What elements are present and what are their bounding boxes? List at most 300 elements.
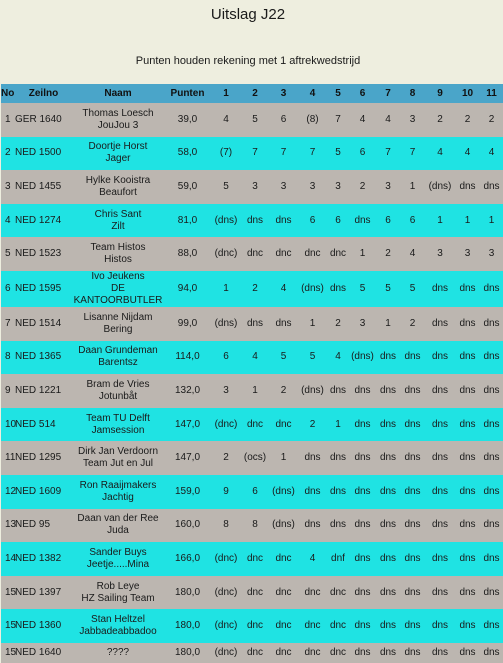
col-header-race-10: 10 xyxy=(461,87,474,99)
cell-sail-number: NED 1295 xyxy=(15,452,62,464)
cell-race-5: 4 xyxy=(335,351,341,363)
cell-name xyxy=(72,441,164,475)
cell-points: 147,0 xyxy=(174,452,201,464)
cell-name xyxy=(72,204,164,238)
cell-race-11: 3 xyxy=(488,248,495,260)
cell-race-9: (dns) xyxy=(428,180,452,192)
cell-race-10: 4 xyxy=(464,147,471,159)
helmsman-name: Sander Buys xyxy=(89,546,147,558)
helmsman-name: Team TU Delft xyxy=(86,412,150,424)
cell-race-1: 3 xyxy=(223,384,229,396)
cell-race-5: dnc xyxy=(329,646,347,658)
cell-race-7: dns xyxy=(379,519,397,531)
cell-race-3: (dns) xyxy=(272,485,295,497)
cell-race-7: 7 xyxy=(385,147,391,159)
results-table xyxy=(1,84,503,663)
cell-race-10: dns xyxy=(459,620,476,632)
cell-race-3: dnc xyxy=(275,248,292,260)
cell-points: 166,0 xyxy=(174,552,201,564)
cell-race-6: dns xyxy=(354,586,371,598)
cell-race-6: 1 xyxy=(359,248,366,260)
cell-sail-number: NED 1640 xyxy=(15,646,62,658)
cell-race-2: dnc xyxy=(246,586,264,598)
cell-race-4: dns xyxy=(304,485,321,497)
cell-no: 4 xyxy=(5,214,11,226)
cell-race-8: 5 xyxy=(409,282,416,294)
cell-points: 59,0 xyxy=(177,180,198,192)
table-row xyxy=(1,542,503,576)
cell-sail-number: NED 1595 xyxy=(15,282,62,294)
cell-race-4: dns xyxy=(304,519,321,531)
cell-race-8: dns xyxy=(404,485,421,497)
cell-no: 7 xyxy=(5,317,11,329)
cell-sail-number: NED 1609 xyxy=(15,485,62,497)
cell-race-5: dns xyxy=(329,485,347,497)
boat-name: Jachtig xyxy=(102,491,134,503)
cell-race-4: dns xyxy=(304,452,321,464)
cell-race-8: dns xyxy=(404,519,421,531)
cell-race-10: dns xyxy=(459,519,476,531)
cell-race-5: 2 xyxy=(335,317,341,329)
cell-race-10: dns xyxy=(459,552,476,564)
cell-race-10: dns xyxy=(459,452,476,464)
cell-race-2: dns xyxy=(246,317,264,329)
cell-race-9: dns xyxy=(431,351,449,363)
cell-race-7: dns xyxy=(379,586,397,598)
cell-name xyxy=(72,103,164,137)
cell-race-6: dns xyxy=(354,384,371,396)
cell-race-7: dns xyxy=(379,646,397,658)
cell-race-10: 1 xyxy=(464,214,471,226)
cell-race-6: 6 xyxy=(359,147,366,159)
cell-race-6: dns xyxy=(354,485,371,497)
cell-race-6: dns xyxy=(354,552,371,564)
cell-race-8: dns xyxy=(404,384,421,396)
cell-race-10: 2 xyxy=(464,113,471,125)
table-row xyxy=(1,509,503,543)
col-header-race-4: 4 xyxy=(309,87,316,99)
cell-race-1: 8 xyxy=(223,519,229,531)
col-header-no: No xyxy=(1,87,15,99)
cell-race-7: dns xyxy=(379,418,397,430)
cell-race-3: (dns) xyxy=(272,519,295,531)
table-row xyxy=(1,609,503,643)
col-header-race-5: 5 xyxy=(335,87,341,99)
cell-race-4: 7 xyxy=(309,147,316,159)
cell-points: 81,0 xyxy=(177,214,198,226)
cell-points: 39,0 xyxy=(177,113,198,125)
cell-race-4: (dns) xyxy=(301,384,324,396)
cell-race-6: 3 xyxy=(359,317,366,329)
cell-race-1: 4 xyxy=(223,113,229,125)
cell-race-9: 1 xyxy=(437,214,443,226)
cell-race-2: 6 xyxy=(252,485,258,497)
cell-no: 12 xyxy=(5,485,17,497)
cell-race-2: dnc xyxy=(246,552,264,564)
cell-race-5: 6 xyxy=(335,214,341,226)
cell-race-1: (dnc) xyxy=(214,646,238,658)
cell-race-3: dns xyxy=(275,317,292,329)
cell-points: 132,0 xyxy=(174,384,201,396)
cell-race-6: 2 xyxy=(359,180,366,192)
cell-race-10: dns xyxy=(459,418,476,430)
header-row xyxy=(1,84,503,103)
cell-race-9: dns xyxy=(431,586,449,598)
cell-race-4: 5 xyxy=(309,351,316,363)
cell-sail-number: NED 1523 xyxy=(15,248,62,260)
cell-name xyxy=(72,374,164,408)
cell-name xyxy=(72,341,164,375)
table-row xyxy=(1,204,503,238)
cell-race-8: 4 xyxy=(409,248,416,260)
cell-race-9: dns xyxy=(431,452,449,464)
cell-race-3: dnc xyxy=(275,552,292,564)
cell-race-5: dns xyxy=(329,282,347,294)
helmsman-name: Hylke Kooistra xyxy=(85,174,151,186)
cell-name xyxy=(72,307,164,341)
cell-race-3: 7 xyxy=(280,147,287,159)
helmsman-name: Daan van der Ree xyxy=(77,513,159,525)
cell-race-8: 6 xyxy=(409,214,416,226)
boat-name: Beaufort xyxy=(99,186,137,198)
cell-points: 159,0 xyxy=(174,485,201,497)
cell-race-7: dns xyxy=(379,485,397,497)
boat-name: Jeetje.....Mina xyxy=(86,558,150,570)
cell-race-1: 9 xyxy=(223,485,229,497)
table-row xyxy=(1,576,503,610)
helmsman-name: Chris Sant xyxy=(94,208,142,220)
cell-race-8: 3 xyxy=(409,113,416,125)
cell-race-2: dnc xyxy=(246,418,264,430)
cell-race-11: dns xyxy=(483,180,500,192)
cell-race-7: 1 xyxy=(385,317,391,329)
page-title: Uitslag J22 xyxy=(210,6,286,23)
cell-name xyxy=(72,475,164,509)
cell-race-1: (7) xyxy=(219,147,233,159)
table-row xyxy=(1,271,503,307)
table-row xyxy=(1,643,503,663)
cell-race-11: dns xyxy=(483,552,500,564)
cell-race-3: dns xyxy=(275,214,292,226)
cell-race-8: 7 xyxy=(409,147,416,159)
cell-no: 1 xyxy=(5,113,11,125)
cell-name xyxy=(72,509,164,543)
cell-race-3: 2 xyxy=(280,384,287,396)
cell-race-4: dnc xyxy=(304,248,321,260)
cell-sail-number: NED 1455 xyxy=(15,180,62,192)
cell-race-3: 5 xyxy=(280,351,287,363)
cell-race-3: dnc xyxy=(275,620,292,632)
cell-race-2: 4 xyxy=(252,351,258,363)
boat-name: Jotunbåt xyxy=(98,390,138,402)
cell-race-10: dns xyxy=(459,351,476,363)
cell-name xyxy=(72,408,164,442)
cell-race-11: dns xyxy=(483,351,500,363)
cell-race-11: 1 xyxy=(488,214,495,226)
cell-points: 180,0 xyxy=(174,646,201,658)
helmsman-name: Lisanne Nijdam xyxy=(83,311,153,323)
cell-race-10: 3 xyxy=(464,248,471,260)
cell-race-1: (dnc) xyxy=(214,248,238,260)
cell-sail-number: NED 1397 xyxy=(15,586,62,598)
cell-race-3: dnc xyxy=(275,646,292,658)
cell-points: 147,0 xyxy=(174,418,201,430)
cell-race-7: 6 xyxy=(385,214,391,226)
table-row xyxy=(1,341,503,375)
cell-race-11: dns xyxy=(483,384,500,396)
cell-name xyxy=(72,576,164,610)
cell-no: 15 xyxy=(5,586,17,598)
cell-race-8: 2 xyxy=(409,317,416,329)
cell-race-9: 4 xyxy=(437,147,443,159)
helmsman-name: Thomas Loesch xyxy=(82,107,154,119)
cell-race-9: dns xyxy=(431,519,449,531)
cell-race-2: dns xyxy=(246,214,264,226)
helmsman-name: ???? xyxy=(106,646,130,658)
cell-race-10: dns xyxy=(459,384,476,396)
cell-race-1: (dnc) xyxy=(214,620,238,632)
cell-sail-number: NED 1365 xyxy=(15,351,62,363)
cell-race-11: dns xyxy=(483,418,500,430)
cell-no: 9 xyxy=(5,384,11,396)
cell-no: 2 xyxy=(5,147,11,159)
cell-race-2: (ocs) xyxy=(243,452,267,464)
cell-race-8: dns xyxy=(404,552,421,564)
cell-race-10: dns xyxy=(459,282,476,294)
cell-race-1: (dnc) xyxy=(214,418,238,430)
boat-name: DE KANTOORBUTLER xyxy=(73,282,163,306)
cell-race-1: 5 xyxy=(223,180,229,192)
cell-race-3: 3 xyxy=(280,180,287,192)
cell-race-10: dns xyxy=(459,180,476,192)
cell-race-11: dns xyxy=(483,586,500,598)
cell-race-1: (dnc) xyxy=(214,552,238,564)
cell-race-2: 2 xyxy=(252,282,258,294)
boat-name: Zilt xyxy=(111,220,125,232)
cell-points: 88,0 xyxy=(177,248,198,260)
helmsman-name: Ron Raaijmakers xyxy=(79,479,157,491)
cell-race-2: dnc xyxy=(246,646,264,658)
cell-no: 11 xyxy=(5,452,16,464)
boat-name: Jamsession xyxy=(91,424,145,436)
helmsman-name: Bram de Vries xyxy=(86,378,150,390)
cell-points: 180,0 xyxy=(174,586,201,598)
cell-race-2: 1 xyxy=(252,384,258,396)
cell-race-7: dns xyxy=(379,452,397,464)
cell-race-8: dns xyxy=(404,586,421,598)
cell-no: 5 xyxy=(5,248,11,260)
cell-race-6: dns xyxy=(354,418,371,430)
cell-race-7: dns xyxy=(379,384,397,396)
col-header-race-7: 7 xyxy=(385,87,391,99)
cell-race-9: dns xyxy=(431,317,449,329)
helmsman-name: Dirk Jan Verdoorn xyxy=(77,446,159,458)
cell-race-9: dns xyxy=(431,552,449,564)
cell-race-11: dns xyxy=(483,452,500,464)
col-header-sail: Zeilno xyxy=(28,87,59,99)
cell-race-5: dns xyxy=(329,384,347,396)
cell-no: 15 xyxy=(5,620,17,632)
boat-name: Juda xyxy=(107,525,129,537)
cell-race-9: dns xyxy=(431,384,449,396)
cell-race-6: dns xyxy=(354,452,371,464)
boat-name: JouJou 3 xyxy=(97,119,139,131)
col-header-race-11: 11 xyxy=(486,87,497,99)
cell-race-9: dns xyxy=(431,620,449,632)
cell-race-6: (dns) xyxy=(351,351,374,363)
cell-race-4: dnc xyxy=(304,586,321,598)
boat-name: Jabbadeabbadoo xyxy=(79,626,157,638)
cell-race-2: 3 xyxy=(252,180,258,192)
table-row xyxy=(1,374,503,408)
cell-race-5: 1 xyxy=(335,418,341,430)
cell-race-11: dns xyxy=(483,282,500,294)
cell-race-4: (8) xyxy=(306,113,319,125)
cell-race-7: dns xyxy=(379,620,397,632)
helmsman-name: Team Histos xyxy=(90,242,146,254)
cell-race-9: 3 xyxy=(437,248,443,260)
cell-no: 13 xyxy=(5,519,17,531)
cell-race-11: dns xyxy=(483,519,500,531)
cell-no: 10 xyxy=(5,418,17,430)
col-header-race-9: 9 xyxy=(437,87,443,99)
cell-race-10: dns xyxy=(459,485,476,497)
cell-no: 3 xyxy=(5,180,11,192)
cell-race-1: 2 xyxy=(223,452,229,464)
table-row xyxy=(1,475,503,509)
cell-race-6: dns xyxy=(354,519,371,531)
cell-race-10: dns xyxy=(459,317,476,329)
cell-race-11: dns xyxy=(483,646,500,658)
cell-race-1: (dns) xyxy=(214,317,238,329)
cell-race-6: dns xyxy=(354,620,371,632)
cell-sail-number: GER 1640 xyxy=(15,113,62,125)
cell-no: 14 xyxy=(5,552,17,564)
cell-race-8: 1 xyxy=(409,180,416,192)
cell-sail-number: NED 1500 xyxy=(15,147,62,159)
col-header-points: Punten xyxy=(170,87,205,99)
cell-no: 15 xyxy=(5,646,17,658)
cell-race-6: dns xyxy=(354,214,371,226)
cell-sail-number: NED 95 xyxy=(15,519,51,531)
cell-name xyxy=(72,170,164,204)
cell-race-6: dns xyxy=(354,646,371,658)
cell-race-2: dnc xyxy=(246,620,264,632)
cell-race-11: 2 xyxy=(488,113,495,125)
cell-race-5: 3 xyxy=(335,180,341,192)
table-row xyxy=(1,170,503,204)
boat-name: Team Jut en Jul xyxy=(82,458,154,470)
cell-race-1: (dnc) xyxy=(214,586,238,598)
cell-race-2: 5 xyxy=(252,113,258,125)
helmsman-name: Stan Heltzel xyxy=(91,614,145,626)
cell-race-11: 4 xyxy=(488,147,495,159)
cell-race-5: dnc xyxy=(329,248,347,260)
cell-race-9: dns xyxy=(431,418,449,430)
cell-race-2: dnc xyxy=(246,248,264,260)
cell-race-3: 1 xyxy=(280,452,287,464)
cell-race-3: 4 xyxy=(280,282,287,294)
col-header-race-2: 2 xyxy=(252,87,258,99)
table-row xyxy=(1,237,503,271)
cell-name xyxy=(72,542,164,576)
cell-points: 160,0 xyxy=(174,519,201,531)
cell-race-4: 1 xyxy=(309,317,316,329)
cell-name xyxy=(72,643,164,663)
cell-race-10: dns xyxy=(459,646,476,658)
cell-race-10: dns xyxy=(459,586,476,598)
cell-name xyxy=(72,271,164,307)
cell-no: 6 xyxy=(5,282,11,294)
cell-points: 99,0 xyxy=(177,317,198,329)
boat-name: HZ Sailing Team xyxy=(81,592,155,604)
cell-race-1: 1 xyxy=(223,282,229,294)
helmsman-name: Daan Grundeman xyxy=(78,345,158,357)
cell-race-5: dns xyxy=(329,452,347,464)
cell-race-1: (dns) xyxy=(214,214,238,226)
cell-name xyxy=(72,137,164,171)
results-body xyxy=(1,103,503,663)
cell-race-7: 2 xyxy=(385,248,391,260)
cell-race-7: 3 xyxy=(385,180,391,192)
cell-race-5: dns xyxy=(329,519,347,531)
cell-race-4: 2 xyxy=(309,418,316,430)
boat-name: Barentsz xyxy=(98,357,138,369)
cell-name xyxy=(72,237,164,271)
col-header-name: Naam xyxy=(104,87,132,99)
boat-name: Histos xyxy=(104,254,132,266)
cell-race-4: (dns) xyxy=(301,282,324,294)
table-row xyxy=(1,103,503,137)
page-subtitle: Punten houden rekening met 1 aftrekwedstrijd xyxy=(135,55,361,67)
cell-race-4: 6 xyxy=(309,214,316,226)
cell-points: 94,0 xyxy=(177,282,198,294)
cell-race-4: 4 xyxy=(309,552,316,564)
cell-sail-number: NED 1360 xyxy=(15,620,62,632)
cell-race-7: 4 xyxy=(385,113,391,125)
cell-race-11: dns xyxy=(483,485,500,497)
cell-race-9: dns xyxy=(431,485,449,497)
cell-race-9: dns xyxy=(431,646,449,658)
cell-race-5: dnc xyxy=(329,620,347,632)
cell-points: 180,0 xyxy=(174,620,201,632)
table-row xyxy=(1,408,503,442)
cell-points: 114,0 xyxy=(175,351,200,363)
cell-sail-number: NED 1514 xyxy=(15,317,62,329)
table-row xyxy=(1,441,503,475)
table-row xyxy=(1,307,503,341)
cell-race-11: dns xyxy=(483,620,500,632)
cell-race-7: 5 xyxy=(385,282,391,294)
boat-name: Bering xyxy=(103,323,133,335)
col-header-race-8: 8 xyxy=(409,87,416,99)
cell-sail-number: NED 514 xyxy=(15,418,56,430)
boat-name: Jager xyxy=(105,153,131,165)
cell-race-7: dns xyxy=(379,552,397,564)
cell-name xyxy=(72,609,164,643)
col-header-race-3: 3 xyxy=(280,87,287,99)
cell-sail-number: NED 1221 xyxy=(15,384,62,396)
cell-race-8: dns xyxy=(404,351,421,363)
cell-race-7: dns xyxy=(379,351,397,363)
cell-race-9: 2 xyxy=(437,113,443,125)
helmsman-name: Rob Leye xyxy=(96,580,140,592)
cell-race-11: dns xyxy=(483,317,500,329)
cell-race-5: dnf xyxy=(331,552,345,564)
cell-race-5: 5 xyxy=(335,147,341,159)
table-row xyxy=(1,137,503,171)
cell-race-3: dnc xyxy=(275,418,292,430)
